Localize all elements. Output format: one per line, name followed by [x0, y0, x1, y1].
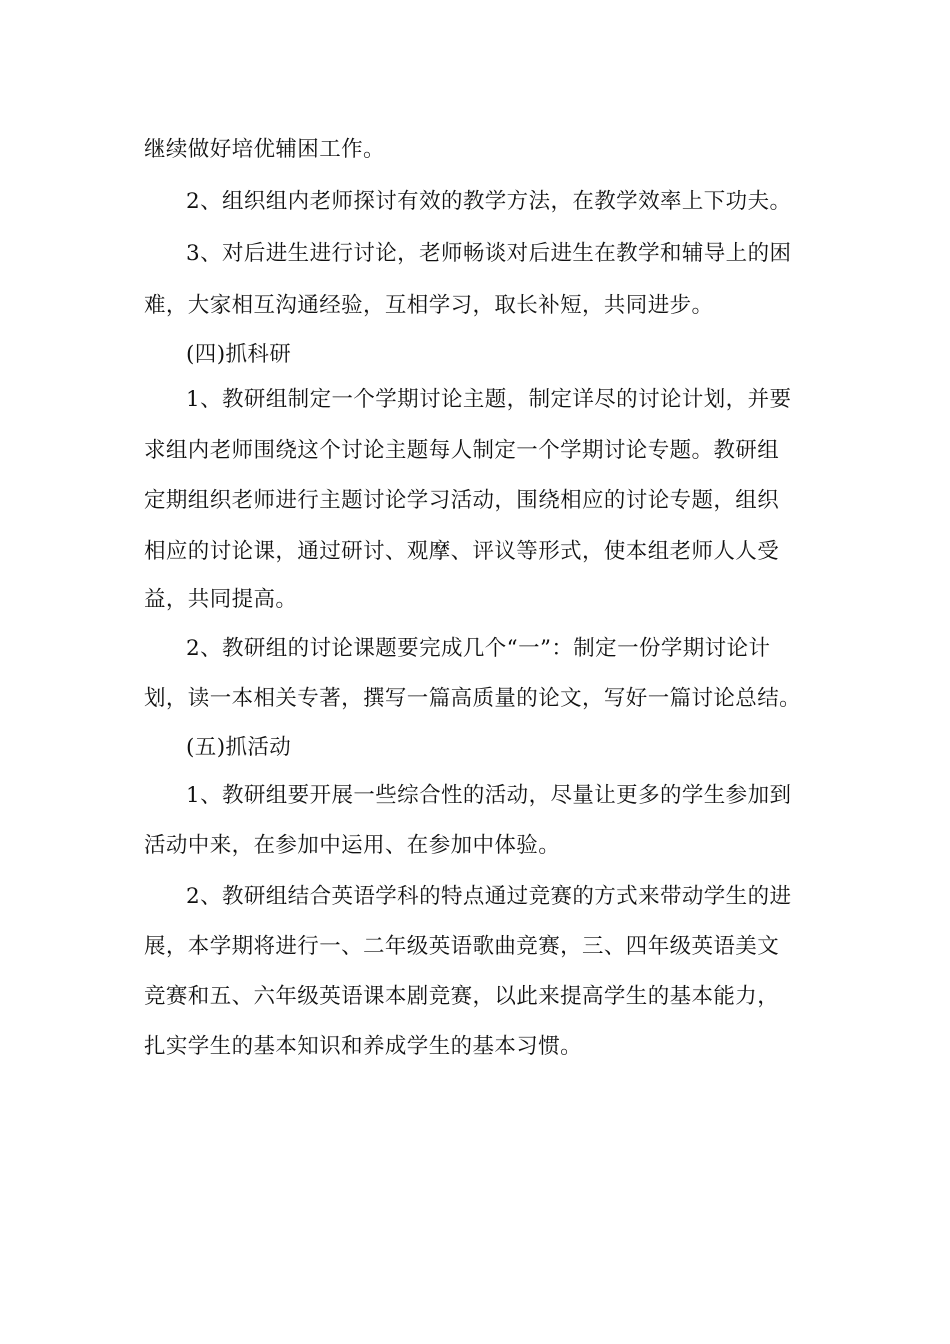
text-line: 扎实学生的基本知识和养成学生的基本习惯。	[144, 1034, 583, 1059]
text-line: 2、教研组结合英语学科的特点通过竞赛的方式来带动学生的进	[186, 884, 792, 909]
text-line: 1、教研组要开展一些综合性的活动，尽量让更多的学生参加到	[186, 783, 792, 808]
text-line: 1、教研组制定一个学期讨论主题，制定详尽的讨论计划，并要	[186, 387, 792, 412]
text-line: 划，读一本相关专著，撰写一篇高质量的论文，写好一篇讨论总结。	[144, 686, 802, 711]
text-line: 展，本学期将进行一、二年级英语歌曲竞赛，三、四年级英语美文	[144, 934, 780, 959]
text-line: 求组内老师围绕这个讨论主题每人制定一个学期讨论专题。教研组	[144, 438, 780, 463]
text-line: 2、组织组内老师探讨有效的教学方法，在教学效率上下功夫。	[186, 189, 792, 214]
text-line: 活动中来，在参加中运用、在参加中体验。	[144, 833, 561, 858]
section-heading: (五)抓活动	[186, 735, 292, 760]
text-line: 3、对后进生进行讨论，老师畅谈对后进生在教学和辅导上的困	[186, 241, 792, 266]
text-line: 竞赛和五、六年级英语课本剧竞赛，以此来提高学生的基本能力，	[144, 984, 780, 1009]
text-line: 继续做好培优辅困工作。	[144, 137, 385, 162]
text-line: 益，共同提高。	[144, 587, 298, 612]
text-line: 2、教研组的讨论课题要完成几个“一”：制定一份学期讨论计	[186, 636, 771, 661]
text-line: 相应的讨论课，通过研讨、观摩、评议等形式，使本组老师人人受	[144, 539, 780, 564]
text-line: 定期组织老师进行主题讨论学习活动，围绕相应的讨论专题，组织	[144, 488, 780, 513]
text-line: 难，大家相互沟通经验，互相学习，取长补短，共同进步。	[144, 293, 714, 318]
section-heading: (四)抓科研	[186, 342, 292, 367]
